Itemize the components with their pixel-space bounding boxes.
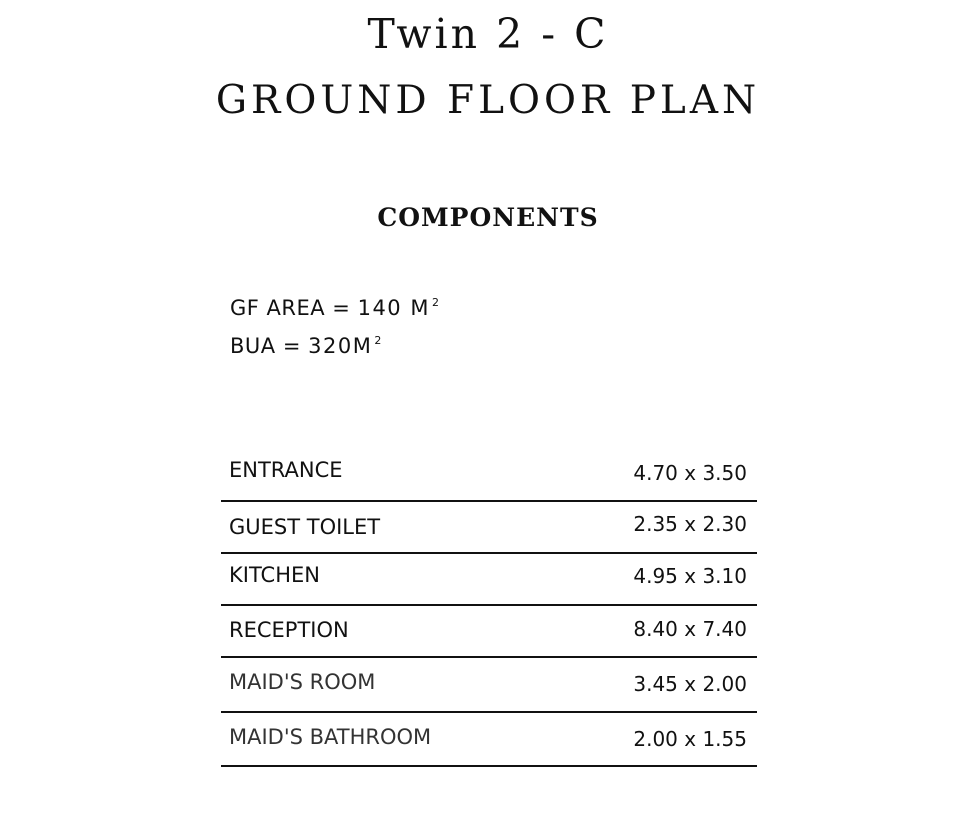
- table-row: [221, 448, 757, 502]
- page-subtitle: GROUND FLOOR PLAN: [215, 78, 761, 123]
- room-name: ENTRANCE: [229, 458, 343, 482]
- room-name: RECEPTION: [229, 618, 349, 642]
- room-name: KITCHEN: [229, 563, 320, 587]
- table-row: [221, 502, 757, 554]
- room-size: 2.35 x 2.30: [633, 512, 747, 536]
- bua-label: BUA =: [230, 334, 301, 358]
- table-row: [221, 606, 757, 658]
- rooms-table: [221, 448, 757, 767]
- bua-value: 320M: [308, 334, 373, 358]
- room-size: 8.40 x 7.40: [633, 617, 747, 641]
- room-name: GUEST TOILET: [229, 515, 381, 539]
- bua-line: [230, 334, 382, 358]
- gf-area-label: GF AREA =: [230, 296, 351, 320]
- gf-area-unit-superscript: 2: [431, 296, 440, 309]
- gf-area-value: 140 M: [357, 296, 430, 320]
- gf-area-line: [230, 296, 439, 320]
- bua-unit-superscript: 2: [374, 334, 382, 347]
- components-heading: COMPONENTS: [377, 203, 599, 232]
- room-size: 2.00 x 1.55: [633, 727, 747, 751]
- room-size: 3.45 x 2.00: [633, 672, 747, 696]
- room-name: MAID'S BATHROOM: [229, 725, 432, 749]
- room-name: MAID'S ROOM: [229, 670, 376, 694]
- table-row: [221, 554, 757, 606]
- room-size: 4.70 x 3.50: [633, 461, 747, 485]
- table-row: [221, 713, 757, 767]
- page-title: Twin 2 - C: [367, 10, 609, 58]
- room-size: 4.95 x 3.10: [633, 564, 747, 588]
- table-row: [221, 658, 757, 713]
